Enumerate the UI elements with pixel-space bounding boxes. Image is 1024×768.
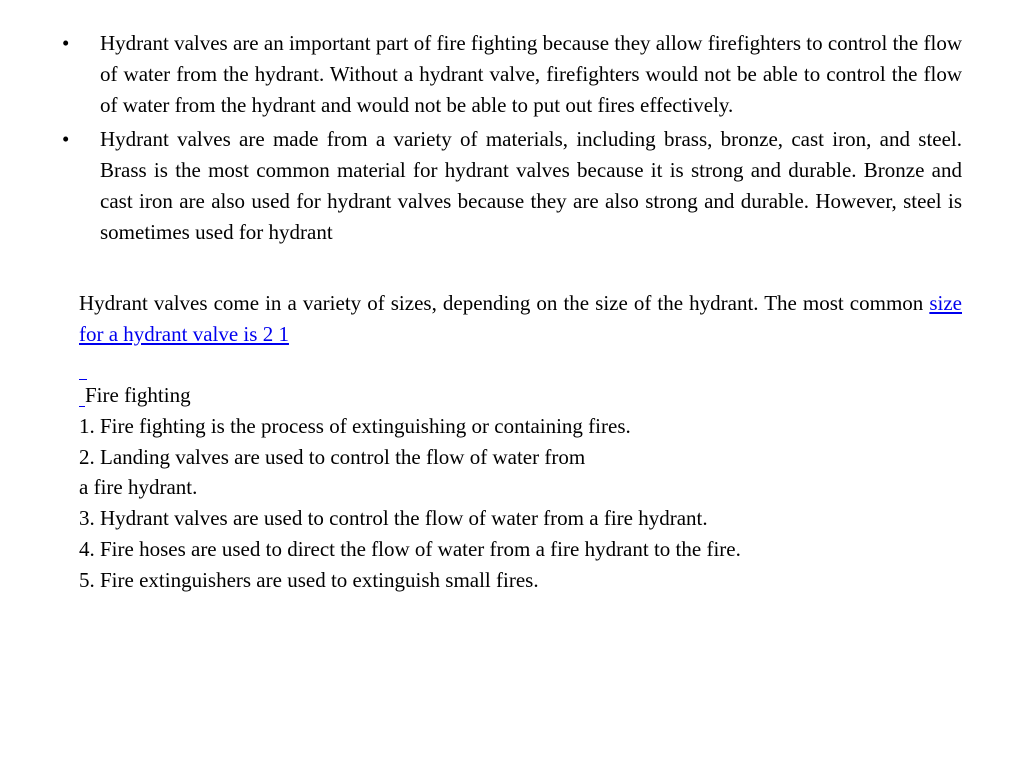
bullet-item-importance (0, 28, 962, 120)
bullet-item-materials (0, 124, 962, 247)
sizes-paragraph-text: Hydrant valves come in a variety of sizes, depending on the size of the hydrant. The most common (79, 291, 930, 315)
bullet-marker: • (62, 31, 70, 55)
empty-link[interactable] (79, 350, 87, 380)
list-line-1: 1. Fire fighting is the process of extinguishing or containing fires. (79, 413, 631, 438)
fire-fighting-section (79, 380, 979, 596)
bullet-marker: • (62, 127, 70, 152)
bullet-list (0, 28, 1024, 251)
list-line-5: 5. Fire extinguishers are used to extinguish small fires. (79, 567, 539, 592)
size-link[interactable]: size for a hydrant valve is 2 1 (79, 291, 962, 346)
bullet-text: Hydrant valves are an important part of fire fighting because they allow firefighters to control the flow of water from the hydrant. Without a hydrant valve, firefighters would not be able to control the flow of water from the hydrant and would not be able to put out fires effectively. (100, 31, 962, 117)
section-heading-text: Fire fighting (85, 383, 191, 407)
list-line-2: 2. Landing valves are used to control the flow of water from (79, 444, 586, 469)
list-line-4: 4. Fire hoses are used to direct the flow of water from a fire hydrant to the fire. (79, 536, 741, 561)
section-heading (79, 380, 979, 411)
list-line-2-continued: a fire hydrant. (79, 475, 198, 500)
list-line-3: 3. Hydrant valves are used to control the flow of water from a fire hydrant. (79, 506, 708, 531)
bullet-text: Hydrant valves are made from a variety of materials, including brass, bronze, cast iron, and steel. Brass is the most common material for hydrant valves because it is strong and durable. Bronze and cast iron are also used for hydrant valves because they are also strong and durable. However, steel is sometimes used for hydrant (100, 127, 962, 244)
sizes-paragraph (79, 288, 962, 350)
link-underline-mark[interactable] (79, 406, 85, 407)
